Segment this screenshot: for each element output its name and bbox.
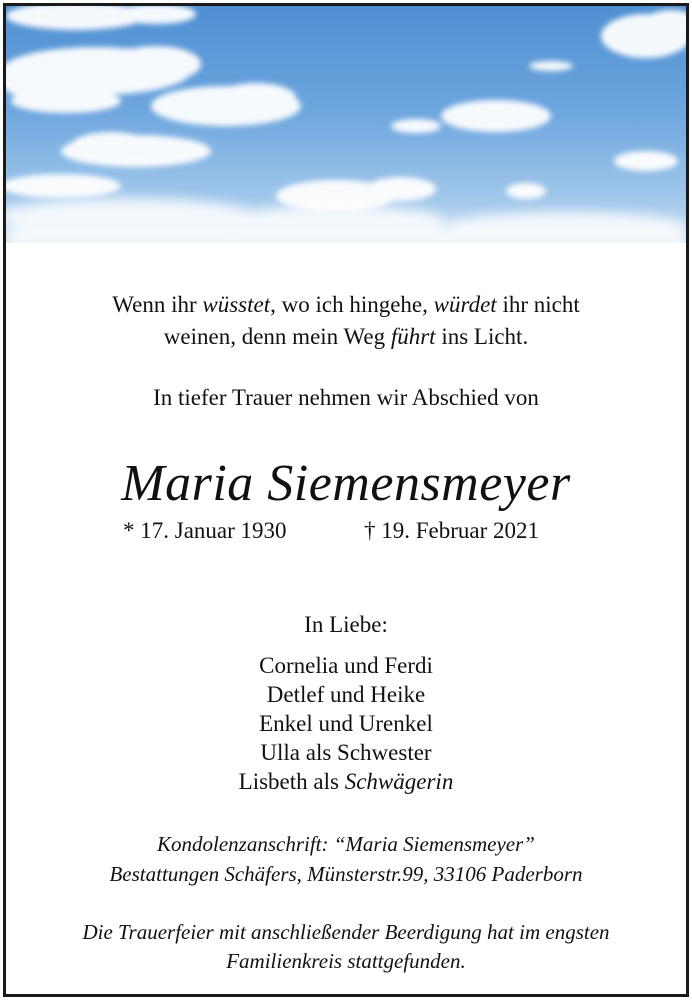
mourner-name: Detlef und Heike [266, 682, 426, 707]
intro-text: In tiefer Trauer nehmen wir Abschied von [153, 385, 539, 410]
condolence-address [6, 829, 686, 889]
clouds-illustration [6, 6, 686, 243]
funeral-line-2: Familienkreis stattgefunden. [226, 949, 466, 973]
mourner-name: Cornelia und Ferdi [259, 653, 433, 678]
mourners-list [6, 651, 686, 796]
motto-verse [6, 289, 686, 353]
funeral-notice [6, 918, 686, 976]
condolence-line-2: Bestattungen Schäfers, Münsterstr.99, 33106 Paderborn [109, 862, 583, 886]
birth-date: * 17. Januar 1930 [123, 518, 287, 543]
death-date: † 19. Februar 2021 [364, 518, 540, 543]
mourner-name: Enkel und Urenkel [259, 711, 433, 736]
obituary-card [3, 3, 689, 997]
sky-header-image [6, 6, 686, 243]
mourner-name: Ulla als Schwester [260, 740, 432, 765]
mourner-name: Lisbeth als Schwägerin [238, 769, 454, 794]
motto-line-1: Wenn ihr wüsstet, wo ich hingehe, würdet ihr nicht [112, 292, 580, 317]
motto-line-2: weinen, denn mein Weg führt ins Licht. [163, 324, 529, 349]
condolence-line-1: Kondolenzanschrift: “Maria Siemensmeyer” [157, 832, 535, 856]
mourners-heading: In Liebe: [304, 612, 388, 637]
deceased-name: Maria Siemensmeyer [121, 455, 571, 512]
funeral-line-1: Die Trauerfeier mit anschließender Beerdigung hat im engsten [82, 920, 610, 944]
